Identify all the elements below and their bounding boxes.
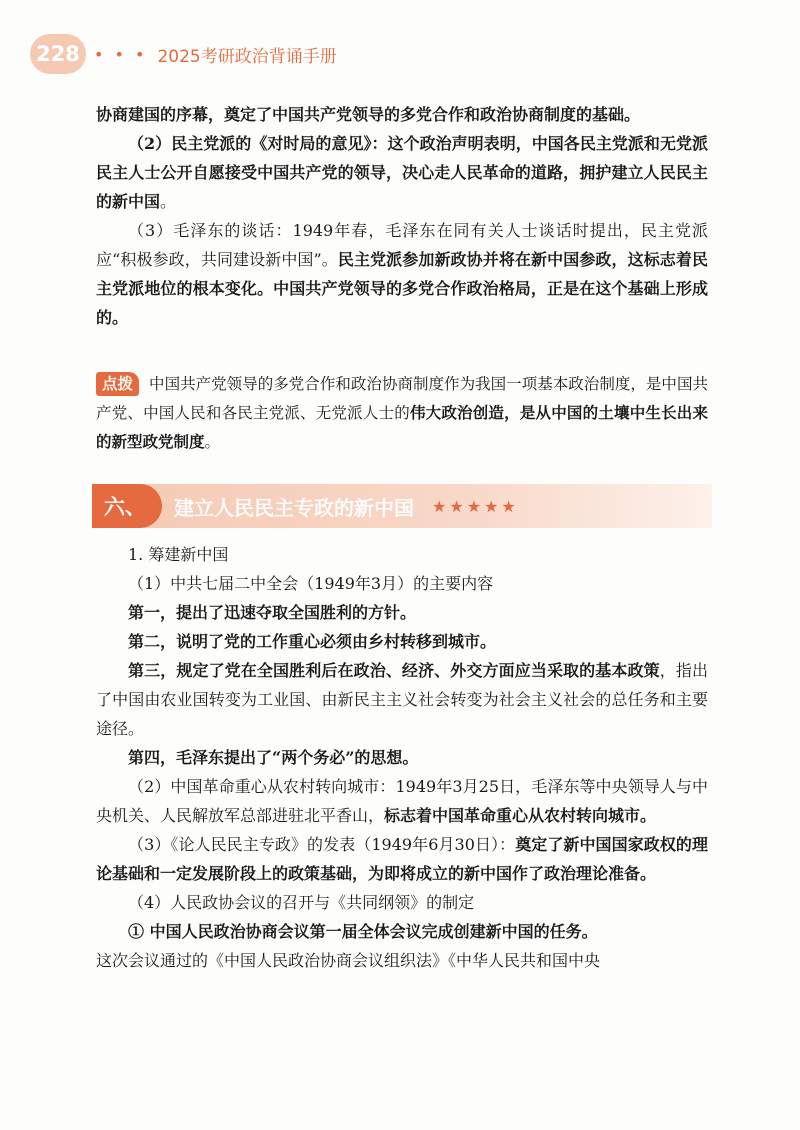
- section-number: 六、: [92, 484, 162, 528]
- item-2: （2）中国革命重心从农村转向城市：1949年3月25日，毛泽东等中央领导人与中央机关、人民解放军总部进驻北平香山，标志着中国革命重心从农村转向城市。: [96, 777, 709, 825]
- tip-tag: 点拨: [96, 372, 139, 396]
- point-4: 第四，毛泽东提出了“两个务必”的思想。: [128, 748, 419, 767]
- item-4-continuation: 这次会议通过的《中国人民政治协商会议组织法》《中华人民共和国中央: [96, 951, 601, 970]
- star-rating-icon: ★★★★★: [432, 496, 519, 516]
- item-3: （3）《论人民民主专政》的发表（1949年6月30日）：奠定了新中国国家政权的理论基础和一定发展阶段上的政策基础，为即将成立的新中国作了政治理论准备。: [96, 835, 708, 883]
- book-title: 2025考研政治背诵手册: [157, 46, 337, 67]
- point-2: 第二，说明了党的工作重心必须由乡村转移到城市。: [128, 632, 497, 651]
- item-4: （4）人民政协会议的召开与《共同纲领》的制定: [128, 893, 475, 912]
- point-1: 第一，提出了迅速夺取全国胜利的方针。: [128, 603, 417, 622]
- item-4-point-1: ① 中国人民政治协商会议第一届全体会议完成创建新中国的任务。: [128, 922, 598, 941]
- header-dots: • • •: [94, 44, 148, 64]
- paragraph-0: 协商建国的序幕，奠定了中国共产党领导的多党合作和政治协商制度的基础。: [96, 105, 641, 124]
- page-number-badge: 228: [30, 34, 86, 74]
- text-block-2: [96, 540, 708, 975]
- section-title: 建立人民民主专政的新中国: [174, 495, 414, 520]
- subheading-1: 1. 筹建新中国: [128, 545, 229, 564]
- page-header: [30, 34, 337, 74]
- point-3: 第三，规定了党在全国胜利后在政治、经济、外交方面应当采取的基本政策，指出了中国由农业国转变为工业国、由新民主主义社会转变为社会主义社会的总任务和主要途径。: [96, 661, 708, 738]
- item-1: （1）中共七届二中全会（1949年3月）的主要内容: [128, 574, 494, 593]
- section-header: [92, 484, 712, 528]
- tip-emphasis: 伟大政治创造，是从中国的土壤中生长出来的新型政党制度: [96, 404, 708, 451]
- tip-box: 点拨 中国共产党领导的多党合作和政治协商制度作为我国一项基本政治制度，是中国共产党、中国人民和各民主党派、无党派人士的伟大政治创造，是从中国的土壤中生长出来的新型政党制度。: [96, 370, 708, 457]
- paragraph-2: （3）毛泽东的谈话：1949年春，毛泽东在同有关人士谈话时提出，民主党派应“积极参政，共同建设新中国”。民主党派参加新政协并将在新中国参政，这标志着民主党派地位的根本变化。中国共产党领导的多党合作政治格局，正是在这个基础上形成的。: [96, 221, 708, 327]
- text-block-1: [96, 100, 708, 332]
- tip-text: 中国共产党领导的多党合作和政治协商制度作为我国一项基本政治制度，是中国共产党、中国人民和各民主党派、无党派人士的: [96, 375, 708, 422]
- paragraph-1: （2）民主党派的《对时局的意见》：这个政治声明表明，中国各民主党派和无党派民主人士公开自愿接受中国共产党的领导，决心走人民革命的道路，拥护建立人民民主的新中国。: [96, 134, 708, 211]
